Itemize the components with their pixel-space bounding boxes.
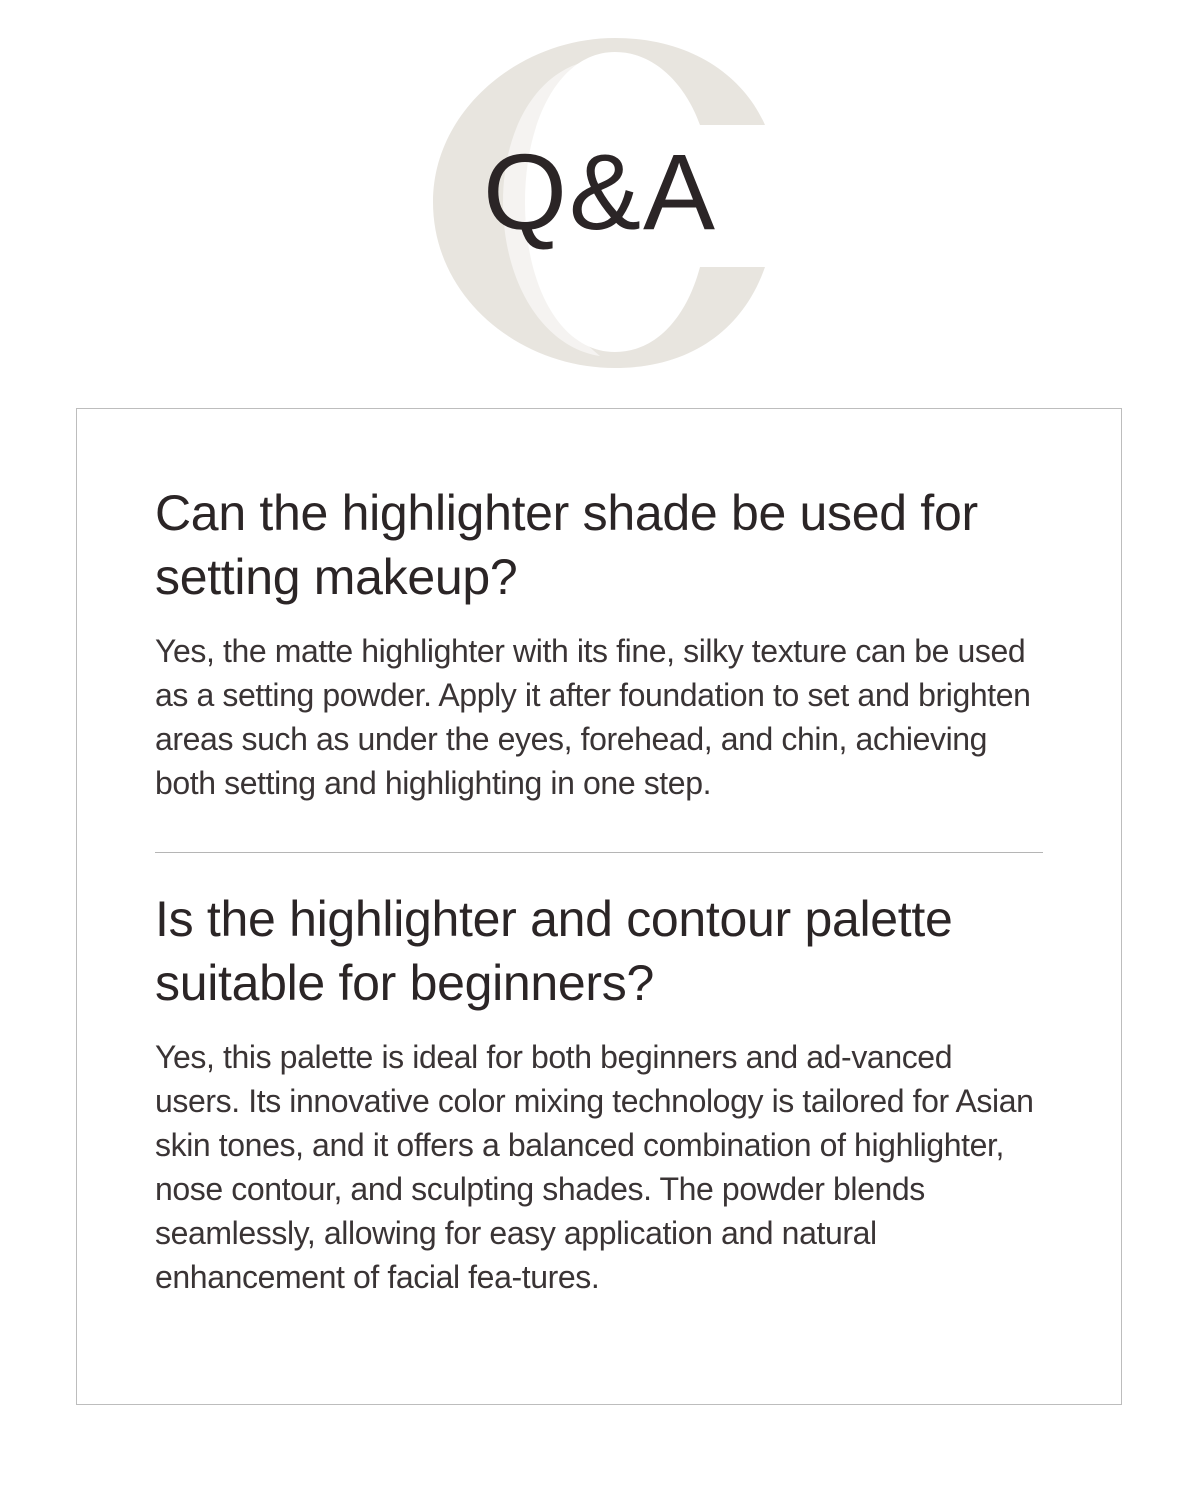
question-heading: Can the highlighter shade be used for setting makeup?: [155, 485, 978, 605]
qa-item: [155, 481, 1045, 805]
header: [0, 0, 1200, 400]
divider: [155, 852, 1043, 853]
page-title: Q&A: [482, 131, 718, 252]
question-heading: Is the highlighter and contour palette suitable for beginners?: [155, 891, 953, 1011]
answer-text: Yes, the matte highlighter with its fine, silky texture can be used as a setting powder. Apply it after foundation to set and brighten areas such as under the eyes, forehead, and chin, achieving both setting and highlighting in one step.: [155, 633, 1031, 801]
qa-card: [76, 408, 1122, 1405]
answer-text: Yes, this palette is ideal for both beginners and ad-vanced users. Its innovative color mixing technology is tailored for Asian skin tones, and it offers a balanced combination of highlighter, nose contour, and sculpting shades. The powder blends seamlessly, allowing for easy application and natural enhancement of facial fea-tures.: [155, 1039, 1034, 1295]
qa-item: [155, 887, 1045, 1299]
